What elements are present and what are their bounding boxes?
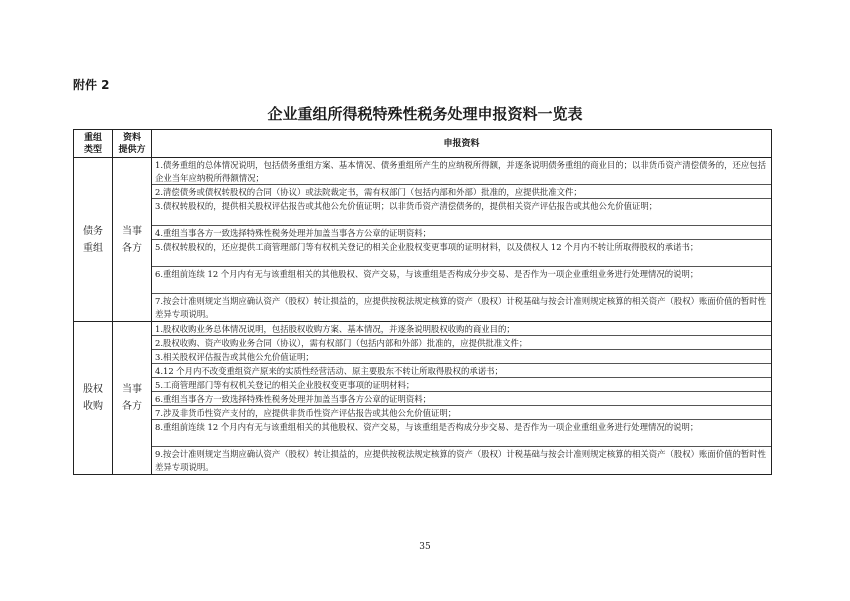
provider-line2: 各方 bbox=[122, 401, 142, 412]
header-type-line1: 重组 bbox=[83, 132, 102, 143]
attachment-label: 附件 2 bbox=[73, 78, 110, 92]
provider-line1: 当事 bbox=[122, 384, 142, 395]
provider-line2: 各方 bbox=[122, 242, 142, 254]
list-item: 1.股权收购业务总体情况说明，包括股权收购方案、基本情况，并逐条说明股权收购的商业目的； bbox=[152, 322, 771, 336]
type-line2: 收购 bbox=[83, 401, 103, 412]
type-line1: 债务 bbox=[83, 225, 103, 237]
equity-acquisition-provider bbox=[113, 322, 152, 475]
debt-restructuring-provider bbox=[113, 158, 152, 322]
header-type-line2: 类型 bbox=[83, 144, 102, 155]
page-number: 35 bbox=[419, 542, 431, 552]
list-item: 4.12 个月内不改变重组资产原来的实质性经营活动、原主要股东不转让所取得股权的承诺书； bbox=[152, 364, 771, 378]
list-item: 2.股权收购、资产收购业务合同（协议），需有权部门（包括内部和外部）批准的，应提供批准文件； bbox=[152, 336, 771, 350]
list-item: 8.重组前连续 12 个月内有无与该重组相关的其他股权、资产交易，与该重组是否构成分步交易、是否作为一项企业重组业务进行处理情况的说明； bbox=[152, 420, 771, 447]
list-item: 3.相关股权评估报告或其他公允价值证明； bbox=[152, 350, 771, 364]
materials-table bbox=[73, 129, 772, 475]
debt-restructuring-type bbox=[74, 158, 113, 322]
list-item: 7.按会计准则规定当期应确认资产（股权）转让损益的，应提供按税法规定核算的资产（股权）计税基础与按会计准则规定核算的相关资产（股权）账面价值的暂时性差异专项说明。 bbox=[155, 296, 766, 319]
header-provider bbox=[113, 130, 152, 158]
list-item: 3.债权转股权的，提供相关股权评估报告或其他公允价值证明；以非货币资产清偿债务的，提供相关资产评估报告或其他公允价值证明； bbox=[152, 199, 771, 226]
provider-line1: 当事 bbox=[122, 225, 142, 237]
list-item: 5.工商管理部门等有权机关登记的相关企业股权变更事项的证明材料； bbox=[152, 378, 771, 392]
list-item: 4.重组当事各方一致选择特殊性税务处理并加盖当事各方公章的证明资料； bbox=[152, 226, 771, 240]
header-provider-line1: 资料 bbox=[122, 132, 141, 143]
header-materials: 申报资料 bbox=[152, 130, 772, 158]
list-item: 6.重组前连续 12 个月内有无与该重组相关的其他股权、资产交易，与该重组是否构成分步交易、是否作为一项企业重组业务进行处理情况的说明； bbox=[152, 267, 771, 294]
equity-acquisition-items bbox=[152, 322, 772, 475]
header-provider-line2: 提供方 bbox=[118, 144, 146, 155]
document-title: 企业重组所得税特殊性税务处理申报资料一览表 bbox=[267, 105, 583, 123]
debt-restructuring-items bbox=[152, 158, 772, 322]
list-item: 2.清偿债务或债权转股权的合同（协议）或法院裁定书，需有权部门（包括内部和外部）批准的，应提供批准文件； bbox=[152, 185, 771, 199]
section-debt-restructuring bbox=[74, 158, 772, 322]
section-equity-acquisition bbox=[74, 322, 772, 475]
list-item: 5.债权转股权的，还应提供工商管理部门等有权机关登记的相关企业股权变更事项的证明材料，以及债权人 12 个月内不转让所取得股权的承诺书； bbox=[152, 240, 771, 267]
type-line1: 股权 bbox=[83, 384, 103, 395]
list-item: 6.重组当事各方一致选择特殊性税务处理并加盖当事各方公章的证明资料； bbox=[152, 392, 771, 406]
list-item: 7.涉及非货币性资产支付的，应提供非货币性资产评估报告或其他公允价值证明； bbox=[152, 406, 771, 420]
header-restructure-type bbox=[74, 130, 113, 158]
equity-acquisition-type bbox=[74, 322, 113, 475]
list-item: 1.债务重组的总体情况说明，包括债务重组方案、基本情况、债务重组所产生的应纳税所得额，并逐条说明债务重组的商业目的；以非货币资产清偿债务的，还应包括企业当年应纳税所得额情况； bbox=[152, 158, 771, 185]
list-item: 9.按会计准则规定当期应确认资产（股权）转让损益的，应提供按税法规定核算的资产（股权）计税基础与按会计准则规定核算的相关资产（股权）账面价值的暂时性差异专项说明。 bbox=[155, 449, 766, 472]
type-line2: 重组 bbox=[83, 242, 103, 254]
table-header-row bbox=[74, 130, 772, 158]
